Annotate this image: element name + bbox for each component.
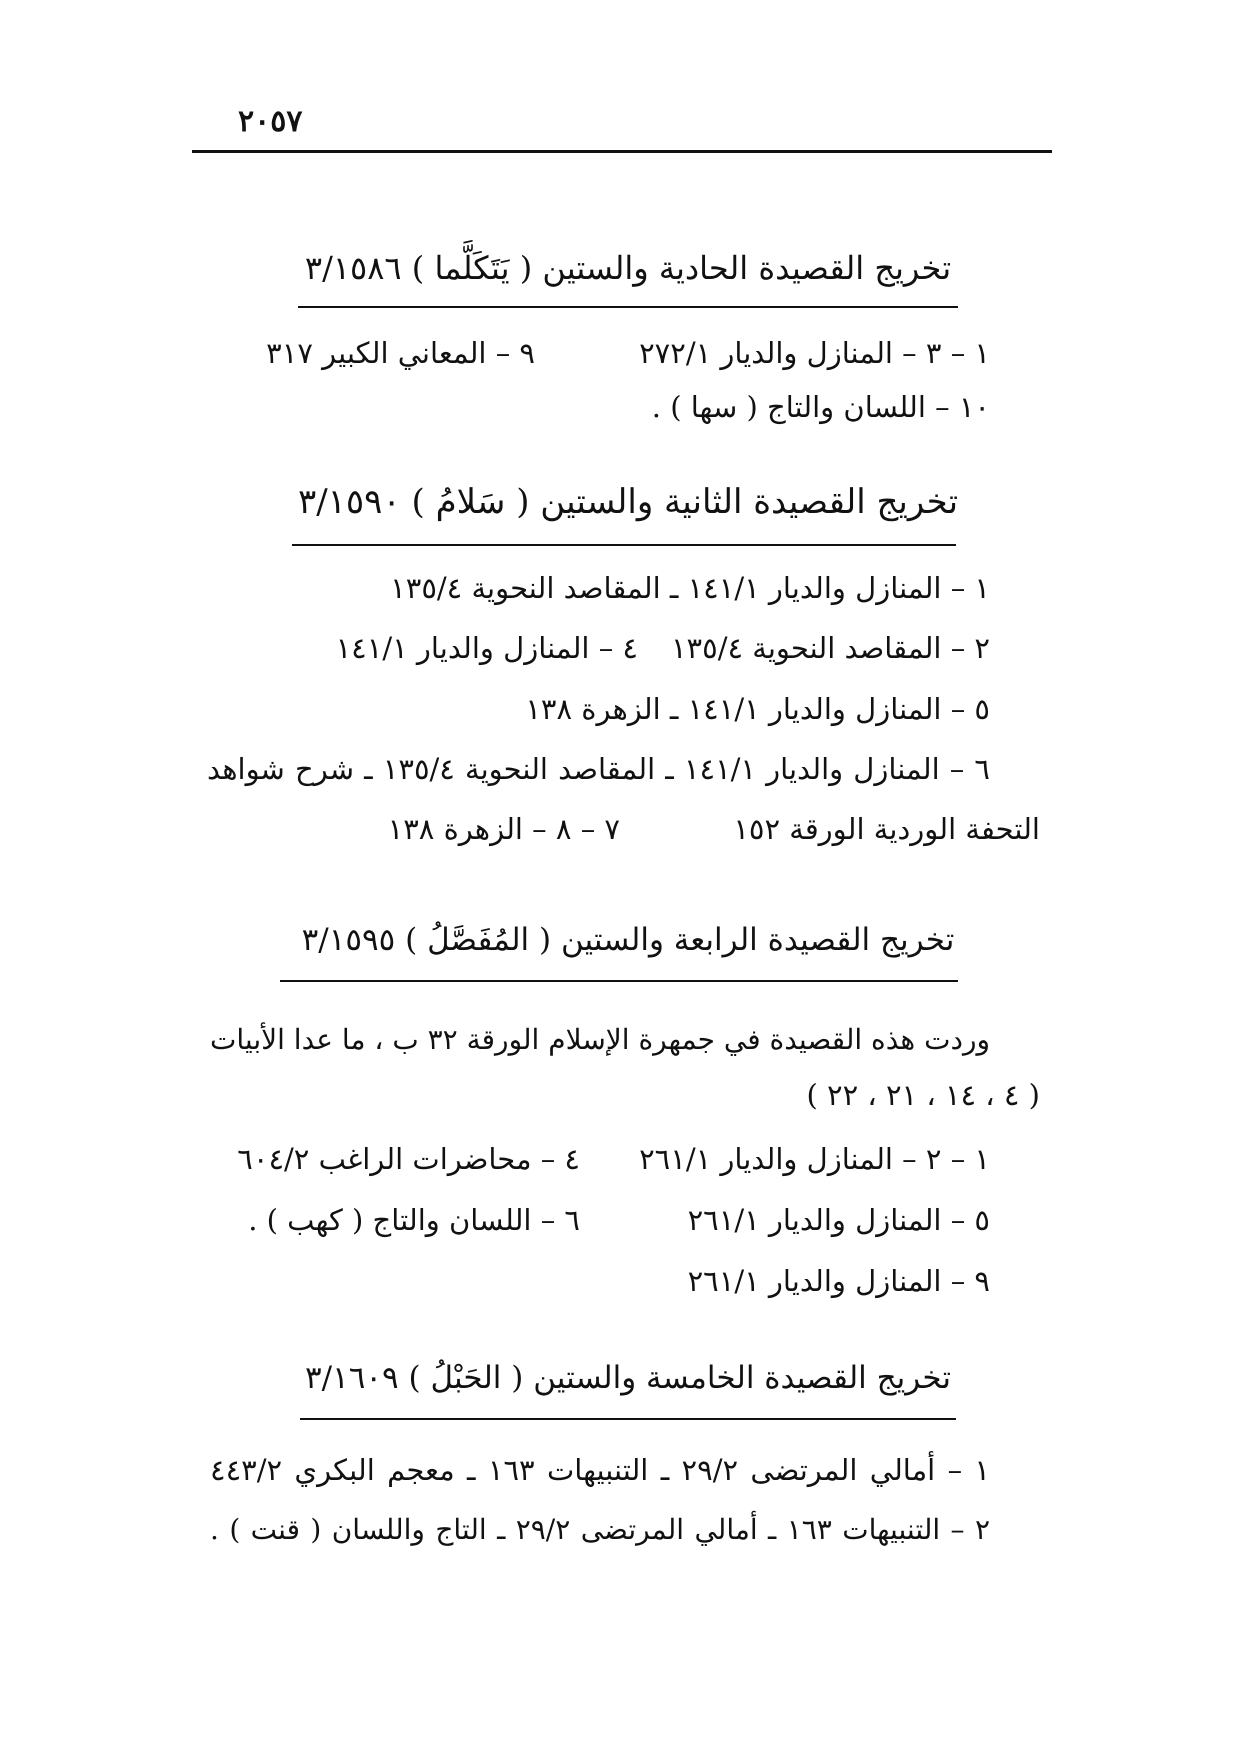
reference-entry: ١ – ٢ – المنازل والديار ٢٦١/١	[639, 1142, 990, 1176]
page-number: ٢٠٥٧	[238, 104, 303, 139]
heading-underline	[280, 980, 958, 982]
reference-line	[240, 805, 1040, 853]
reference-line	[222, 329, 990, 377]
reference-entry: ١ – ٣ – المنازل والديار ٢٧٢/١	[639, 336, 990, 370]
note-line: ( ٤ ، ١٤ ، ٢١ ، ٢٢ )	[806, 1078, 1040, 1112]
section-heading: تخريج القصيدة الحادية والستين ( يَتَكَلَّما ) ٣/١٥٨٦	[304, 249, 952, 287]
section-heading: تخريج القصيدة الخامسة والستين ( الحَبْلُ ) ٣/١٦٠٩	[304, 1360, 952, 1396]
reference-line	[210, 1135, 990, 1183]
heading-underline	[292, 544, 956, 546]
reference-entry: ٩ – المعاني الكبير ٣١٧	[266, 336, 535, 370]
reference-line: ١ – المنازل والديار ١٤١/١ ـ المقاصد النحوية ١٣٥/٤	[390, 571, 990, 605]
reference-line: ٩ – المنازل والديار ٢٦١/١	[687, 1264, 990, 1298]
reference-line: ٥ – المنازل والديار ١٤١/١ ـ الزهرة ١٣٨	[525, 692, 990, 726]
heading-underline	[300, 1418, 956, 1420]
header-rule	[192, 150, 1052, 153]
reference-entry: ٤ – محاضرات الراغب ٦٠٤/٢	[237, 1142, 580, 1176]
reference-entry: ٧ – ٨ – الزهرة ١٣٨	[387, 812, 620, 846]
section-heading: تخريج القصيدة الرابعة والستين ( المُفَصَّلُ ) ٣/١٥٩٥	[301, 922, 955, 958]
reference-line	[240, 624, 990, 672]
note-line: وردت هذه القصيدة في جمهرة الإسلام الورقة ٣٢ ب ، ما عدا الأبيات	[210, 1023, 990, 1056]
reference-entry: ٥ – المنازل والديار ٢٦١/١	[687, 1203, 990, 1237]
heading-underline	[298, 306, 958, 308]
section-heading: تخريج القصيدة الثانية والستين ( سَلامُ ) ٣/١٥٩٠	[297, 482, 959, 522]
reference-line: ١٠ – اللسان والتاج ( سها ) .	[651, 390, 990, 424]
reference-entry: التحفة الوردية الورقة ١٥٢	[733, 812, 1040, 846]
reference-line: ٦ – المنازل والديار ١٤١/١ ـ المقاصد النحوية ١٣٥/٤ ـ شرح شواهد	[207, 752, 990, 786]
reference-entry: ٤ – المنازل والديار ١٤١/١	[335, 631, 638, 665]
reference-line	[210, 1196, 990, 1244]
reference-entry: ٢ – المقاصد النحوية ١٣٥/٤	[670, 631, 990, 665]
reference-line: ١ – أمالي المرتضى ٢٩/٢ ـ التنبيهات ١٦٣ ـ معجم البكري ٤٤٣/٢	[210, 1453, 990, 1487]
reference-line: ٢ – التنبيهات ١٦٣ ـ أمالي المرتضى ٢٩/٢ ـ التاج واللسان ( قنت ) .	[210, 1513, 991, 1546]
reference-entry: ٦ – اللسان والتاج ( كهب ) .	[248, 1203, 580, 1237]
